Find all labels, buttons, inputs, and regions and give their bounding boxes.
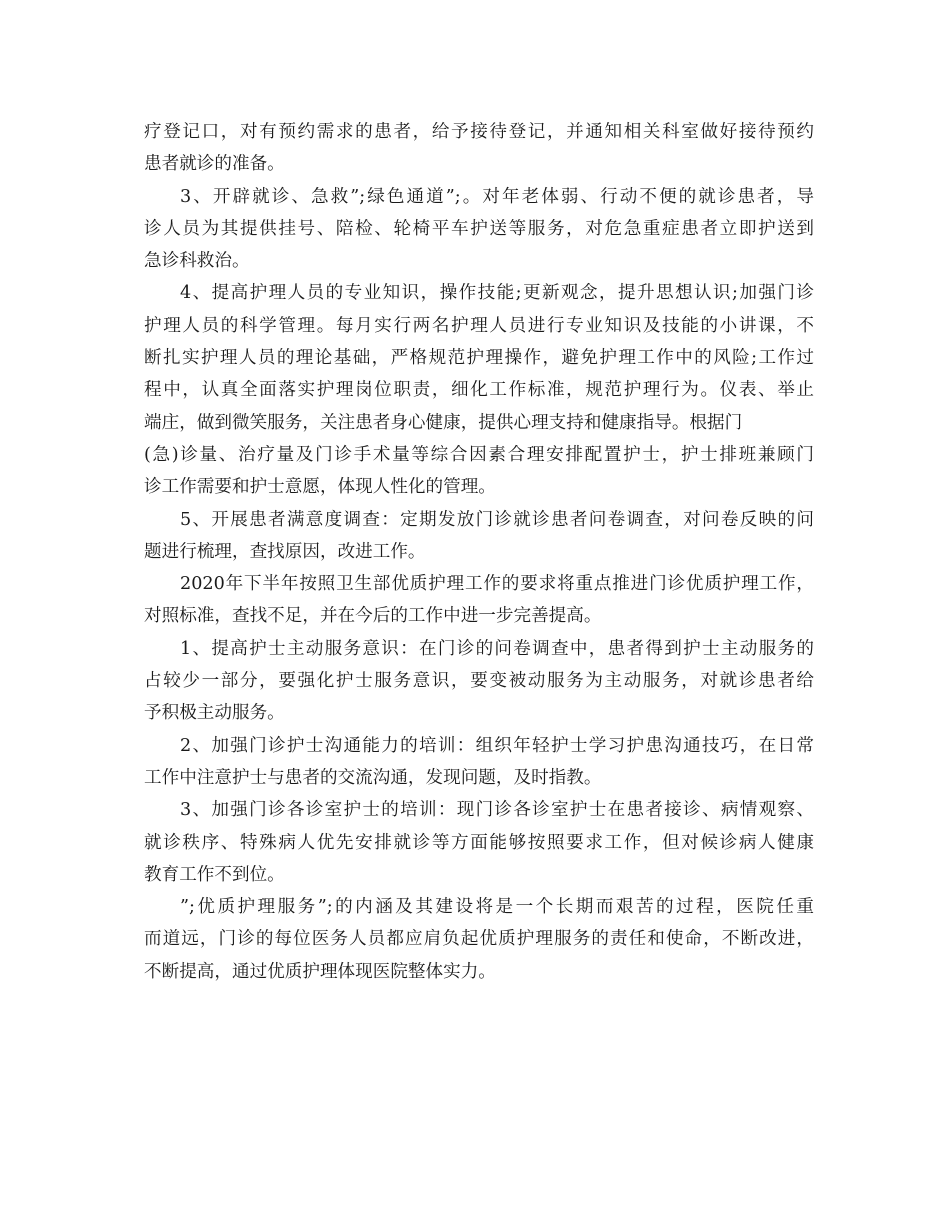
text-line: 程中，认真全面落实护理岗位职责，细化工作标准，规范护理行为。仪表、举止	[144, 380, 814, 401]
text-line: 题进行梳理，查找原因，改进工作。	[144, 541, 426, 562]
text-line: 工作中注意护士与患者的交流沟通，发现问题，及时指教。	[144, 767, 602, 788]
text-line: 2、加强门诊护士沟通能力的培训：组织年轻护士学习护患沟通技巧，在日常	[180, 735, 814, 756]
text-line: 不断提高，通过优质护理体现医院整体实力。	[144, 961, 496, 982]
text-line: 对照标准，查找不足，并在今后的工作中进一步完善提高。	[144, 606, 602, 627]
text-line: 3、加强门诊各诊室护士的培训：现门诊各诊室护士在患者接诊、病情观察、	[180, 800, 814, 821]
text-line: 占较少一部分，要强化护士服务意识，要变被动服务为主动服务，对就诊患者给	[144, 671, 814, 692]
text-line: 予积极主动服务。	[144, 703, 285, 724]
text-line: 就诊秩序、特殊病人优先安排就诊等方面能够按照要求工作，但对候诊病人健康	[144, 832, 814, 853]
text-line: 1、提高护士主动服务意识：在门诊的问卷调查中，患者得到护士主动服务的	[180, 638, 814, 659]
text-line: 端庄，做到微笑服务，关注患者身心健康，提供心理支持和健康指导。根据门	[144, 412, 743, 433]
text-line: 诊工作需要和护士意愿，体现人性化的管理。	[144, 477, 496, 498]
text-line: 3、开辟就诊、急救”;绿色通道”;。对年老体弱、行动不便的就诊患者，导	[180, 186, 814, 207]
document-body	[144, 116, 814, 988]
text-line: 患者就诊的准备。	[144, 154, 285, 175]
text-line: ”;优质护理服务”;的内涵及其建设将是一个长期而艰苦的过程，医院任重	[180, 897, 814, 918]
text-line: 护理人员的科学管理。每月实行两名护理人员进行专业知识及技能的小讲课，不	[144, 315, 814, 336]
text-line: 疗登记口，对有预约需求的患者，给予接待登记，并通知相关科室做好接待预约	[144, 122, 814, 142]
text-line: 2020年下半年按照卫生部优质护理工作的要求将重点推进门诊优质护理工作，	[180, 574, 814, 595]
text-line: (急)诊量、治疗量及门诊手术量等综合因素合理安排配置护士，护士排班兼顾门	[144, 444, 814, 465]
text-line: 断扎实护理人员的理论基础，严格规范护理操作，避免护理工作中的风险;工作过	[144, 348, 814, 369]
text-line: 而道远，门诊的每位医务人员都应肩负起优质护理服务的责任和使命，不断改进，	[144, 929, 814, 950]
text-line: 急诊科救治。	[144, 251, 250, 272]
text-line: 4、提高护理人员的专业知识，操作技能;更新观念，提升思想认识;加强门诊	[180, 283, 814, 304]
text-line: 5、开展患者满意度调查：定期发放门诊就诊患者问卷调查，对问卷反映的问	[180, 509, 814, 530]
text-line: 诊人员为其提供挂号、陪检、轮椅平车护送等服务，对危急重症患者立即护送到	[144, 218, 814, 239]
text-line: 教育工作不到位。	[144, 864, 285, 885]
